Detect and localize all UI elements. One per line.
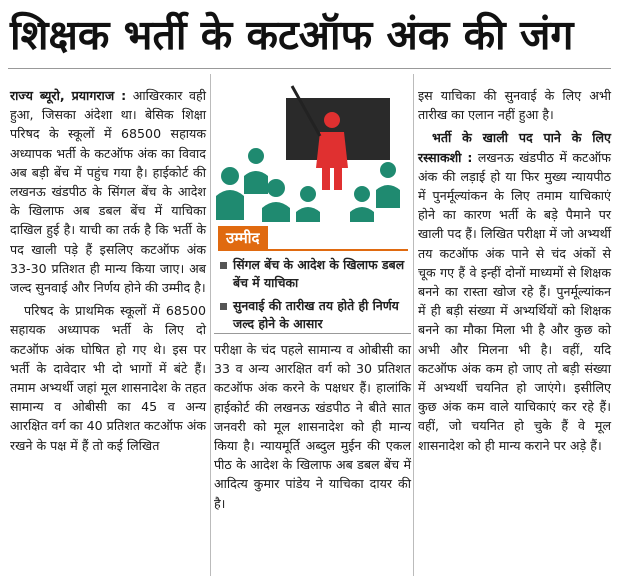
classroom-illustration: [212, 76, 412, 222]
highlight-bullet: [218, 297, 408, 333]
column-divider-1: [210, 74, 211, 576]
article-column-2: [214, 340, 411, 513]
col3-paragraph-1: इस याचिका की सुनवाई के लिए अभी तारीख का एलान नहीं हुआ है।: [418, 88, 611, 123]
highlight-divider: [214, 333, 411, 334]
article-column-1: [10, 86, 206, 455]
headline: शिक्षक भर्ती के कटऑफ अंक की जंग: [10, 11, 574, 59]
col3-p2-text: लखनऊ खंडपीठ में कटऑफ अंक की लड़ाई हो या फिर मुख्य न्यायपीठ में पुनर्मूल्यांकन के लिए तमाम याचिकाएं होने का कारण भर्ती के बड़े पैमाने पर खाली पद हैं। लिखित परीक्षा में जो अभ्यर्थी तय कटऑफ अंक पाने से चंद अंकों से चूक गए हैं वे इन्हीं दोनों माध्यमों से शिक्षक बनने का रास्ता खोज रहे हैं। पुनर्मूल्यांकन में ही बड़ी संख्या में अभ्यर्थियों को शिक्षक बनने का मौका मिला भी है और कुछ को अभी और मिलना भी है। वहीं, यदि कटऑफ अंक कम हो जाए तो बड़ी संख्या में अभ्यर्थी चयनित हो जाएंगे। इसीलिए कुछ अंक कम वाले याचिकाएं कर रहे हैं। वहीं, जो चयनित हो चुके हैं वे मूल शासनादेश को ही मान्य कराने पर अड़े हैं।: [418, 149, 611, 453]
headline-rule: [8, 68, 611, 69]
col2-paragraph-1: परीक्षा के चंद पहले सामान्य व ओबीसी का 33 व अन्य आरक्षित वर्ग को 30 प्रतिशत कटऑफ अंक करने के पक्षधर हैं। हालांकि हाईकोर्ट की लखनऊ खंडपीठ ने बीते सात जनवरी को मूल शासनादेश को ही मान्य किया है। न्यायमूर्ति अब्दुल मुईन की एकल पीठ के आदेश के खिलाफ अब डबल बेंच में आदित्य कुमार पांडेय ने याचिका दायर की है।: [214, 342, 411, 511]
bullet-icon: [220, 262, 227, 269]
col1-p1-text: आखिरकार वही हुआ, जिसका अंदेशा था। बेसिक शिक्षा परिषद के स्कूलों में 68500 सहायक अध्यापक भर्ती के कटऑफ अंक का विवाद अब बड़ी बेंच में पहुंच गया है। हाईकोर्ट की लखनऊ खंडपीठ के सिंगल बेंच के आदेश के खिलाफ अब डबल बेंच में याचिका दाखिल हुई है। याची का तर्क है कि भर्ती के पद खाली पड़े हैं इसलिए कटऑफ अंक 33-30 प्रतिशत ही मान्य किया जाए। अब जल्द सुनवाई और निर्णय होने की उम्मीद है।: [10, 88, 206, 296]
highlight-bullet: [218, 256, 408, 292]
highlight-tag: उम्मीद: [218, 226, 268, 250]
col3-paragraph-2: [418, 128, 611, 454]
highlight-bullet-text: सुनवाई की तारीख तय होते ही निर्णय जल्द होने के आसार: [233, 298, 399, 331]
article-column-3: [418, 86, 611, 455]
bullet-icon: [220, 303, 227, 310]
subheading: भर्ती के खाली पद पाने के लिए रस्साकशी :: [418, 130, 611, 165]
teacher-head-icon: [324, 112, 340, 128]
dateline: राज्य ब्यूरो, प्रयागराज :: [10, 88, 127, 103]
column-divider-2: [413, 74, 414, 576]
highlight-box: [218, 226, 408, 330]
col1-paragraph-2: परिषद के प्राथमिक स्कूलों में 68500 सहायक अध्यापक भर्ती के लिए दो कटऑफ अंक घोषित हो गए थे। इस पर भर्ती के दावेदार भी दो भागों में बंटे हैं। तमाम अभ्यर्थी जहां मूल शासनादेश के तहत सामान्य व ओबीसी का 45 व अन्य आरक्षित वर्ग का 40 प्रतिशत कटऑफ अंक रखने के पक्ष में हैं तो कई लिखित: [10, 303, 206, 453]
highlight-bullet-text: सिंगल बेंच के आदेश के खिलाफ डबल बेंच में याचिका: [233, 257, 405, 290]
col1-paragraph-1: [10, 86, 206, 297]
teacher-body-icon: [316, 132, 348, 168]
